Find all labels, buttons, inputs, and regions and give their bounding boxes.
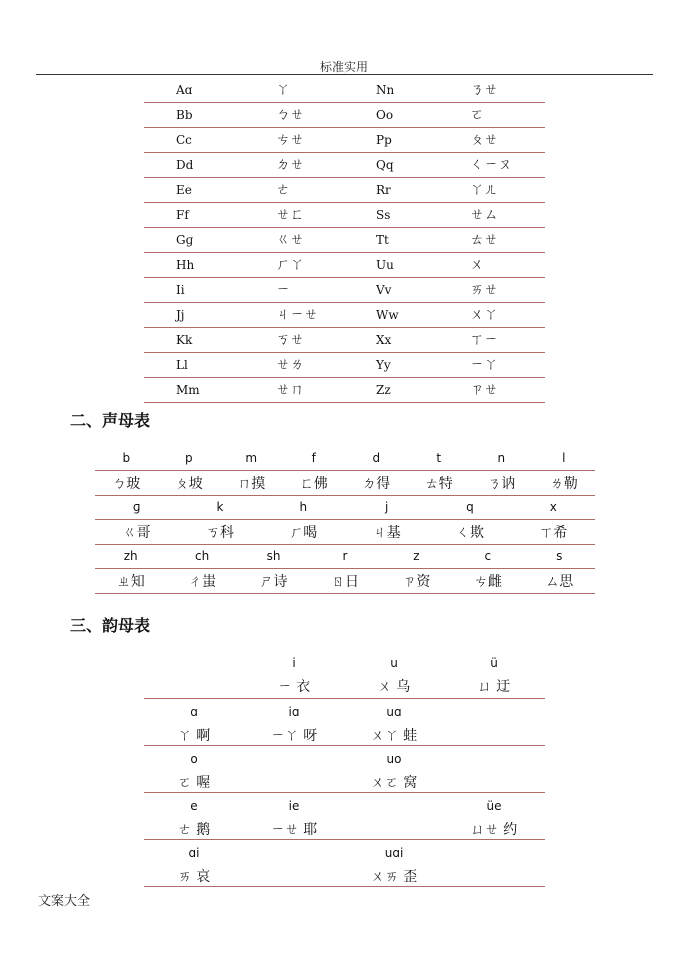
zhuyin-cell: ㄗㄝ	[470, 382, 498, 398]
zhuyin-cell: ㄧㄚ	[470, 357, 498, 373]
zhuyin-cell: ㄊㄝ	[470, 232, 498, 248]
zhuyin-cell: ㄆㄝ	[470, 132, 498, 148]
letter-cell: Bb	[176, 108, 193, 122]
zhuyin-label: ㄨㄛ 窝	[370, 775, 418, 791]
letter-cell: Qq	[376, 158, 394, 172]
pinyin-label: n	[497, 451, 506, 465]
alphabet-row	[144, 328, 545, 353]
finals-cell	[244, 699, 344, 745]
alphabet-row	[144, 178, 545, 203]
finals-cell	[444, 746, 544, 792]
pinyin-label: ɑ	[190, 705, 198, 719]
zhuyin-cell: ㄜ	[276, 182, 290, 198]
page-footer: 文案大全	[38, 894, 91, 909]
zhuyin-label: ㄅ玻	[112, 476, 141, 492]
alphabet-row	[144, 278, 545, 303]
pinyin-label: k	[216, 500, 224, 514]
consonants-table	[95, 447, 595, 594]
consonant-cell	[512, 496, 595, 544]
zhuyin-label: ㄇ摸	[237, 476, 266, 492]
zhuyin-label: ㄑ欺	[455, 525, 484, 541]
pinyin-label: e	[190, 799, 198, 813]
pinyin-label: d	[372, 451, 381, 465]
consonant-cell	[452, 545, 523, 593]
consonant-cell	[95, 447, 158, 495]
finals-cell	[244, 746, 344, 792]
finals-cell	[144, 699, 244, 745]
consonant-cell	[158, 447, 221, 495]
letter-cell: Aɑ	[176, 83, 193, 97]
zhuyin-label: ㄨㄚ 蛙	[370, 728, 418, 744]
zhuyin-cell: ㄚ	[276, 82, 290, 98]
zhuyin-cell: ㄝㄇ	[276, 382, 304, 398]
letter-cell: Nn	[376, 83, 395, 97]
consonant-cell	[533, 447, 596, 495]
zhuyin-label: ㄖ日	[330, 574, 359, 590]
consonants-title: 二、声母表	[70, 411, 151, 430]
consonant-row	[95, 447, 595, 496]
zhuyin-label: ㄞ 哀	[177, 869, 211, 885]
consonant-cell	[178, 496, 261, 544]
pinyin-label: ie	[288, 799, 300, 813]
letter-cell: Rr	[376, 183, 391, 197]
pinyin-label: z	[413, 549, 420, 563]
consonant-cell	[95, 545, 166, 593]
letter-cell: Ss	[376, 208, 391, 222]
zhuyin-cell: ㄞㄝ	[470, 282, 498, 298]
finals-row	[144, 650, 545, 699]
zhuyin-label: ㄩㄝ 约	[470, 822, 518, 838]
letter-cell: Pp	[376, 133, 392, 147]
consonant-row	[95, 545, 595, 594]
letter-cell: Gɡ	[176, 233, 194, 247]
header-divider	[36, 74, 653, 75]
pinyin-label: uɑ	[386, 705, 402, 719]
zhuyin-label: ㄊ特	[424, 476, 453, 492]
zhuyin-label: ㄋ讷	[487, 476, 516, 492]
finals-cell	[144, 793, 244, 839]
zhuyin-label: ㄏ喝	[289, 525, 318, 541]
zhuyin-cell: ㄅㄝ	[276, 107, 304, 123]
finals-cell	[344, 746, 444, 792]
letter-cell: Jj	[176, 308, 185, 322]
zhuyin-label: ㄈ佛	[299, 476, 328, 492]
zhuyin-label: ㄛ 喔	[177, 775, 211, 791]
zhuyin-cell: ㄎㄝ	[276, 332, 304, 348]
zhuyin-label: ㄕ诗	[259, 574, 288, 590]
pinyin-label: s	[556, 549, 563, 563]
pinyin-label: b	[122, 451, 131, 465]
zhuyin-cell: ㄨ	[470, 257, 484, 273]
consonant-cell	[470, 447, 533, 495]
pinyin-label: x	[549, 500, 557, 514]
zhuyin-label: ㄒ希	[539, 525, 568, 541]
consonant-cell	[262, 496, 345, 544]
zhuyin-label: ㄉ得	[362, 476, 391, 492]
alphabet-table	[144, 78, 545, 403]
finals-cell	[344, 699, 444, 745]
zhuyin-label: ㄍ哥	[122, 525, 151, 541]
pinyin-label: uɑi	[384, 846, 404, 860]
finals-cell	[244, 650, 344, 696]
zhuyin-label: ㄨㄞ 歪	[370, 869, 418, 885]
consonant-cell	[524, 545, 595, 593]
letter-cell: Cc	[176, 133, 192, 147]
pinyin-label: p	[184, 451, 193, 465]
finals-row	[144, 746, 545, 793]
zhuyin-label: ㄐ基	[372, 525, 401, 541]
alphabet-row	[144, 228, 545, 253]
alphabet-row	[144, 153, 545, 178]
consonant-row	[95, 496, 595, 545]
zhuyin-label: ㄧㄝ 耶	[270, 822, 318, 838]
page-header: 标准实用	[319, 60, 368, 74]
finals-cell	[344, 840, 444, 886]
letter-cell: Dd	[176, 158, 194, 172]
letter-cell: Ff	[176, 208, 189, 222]
finals-cell	[244, 793, 344, 839]
letter-cell: Zz	[376, 383, 391, 397]
letter-cell: Hh	[176, 258, 195, 272]
zhuyin-cell: ㄝㄌ	[276, 357, 304, 373]
zhuyin-label: ㄔ蚩	[188, 574, 217, 590]
letter-cell: Oo	[376, 108, 394, 122]
finals-row	[144, 793, 545, 840]
consonant-cell	[166, 545, 237, 593]
pinyin-label: zh	[123, 549, 138, 563]
pinyin-label: h	[299, 500, 308, 514]
pinyin-label: üe	[486, 799, 502, 813]
zhuyin-label: ㄎ科	[205, 525, 234, 541]
finals-row	[144, 840, 545, 887]
zhuyin-label: ㄨ 乌	[377, 679, 411, 695]
consonant-cell	[345, 447, 408, 495]
pinyin-label: i	[292, 656, 296, 670]
zhuyin-cell: ㄉㄝ	[276, 157, 304, 173]
finals-cell	[144, 746, 244, 792]
pinyin-label: o	[190, 752, 198, 766]
letter-cell: Ll	[176, 358, 188, 372]
pinyin-label: q	[466, 500, 474, 514]
alphabet-row	[144, 128, 545, 153]
zhuyin-cell: ㄐㄧㄝ	[276, 307, 318, 323]
zhuyin-cell: ㄍㄝ	[276, 232, 304, 248]
pinyin-label: r	[342, 549, 348, 563]
finals-table	[144, 650, 545, 887]
zhuyin-cell: ㄝㄈ	[276, 207, 304, 223]
letter-cell: Kk	[176, 333, 193, 347]
finals-cell	[244, 840, 344, 886]
pinyin-label: u	[390, 656, 398, 670]
pinyin-label: f	[311, 451, 316, 465]
zhuyin-cell: ㄚㄦ	[470, 182, 498, 198]
finals-cell	[444, 840, 544, 886]
finals-title: 三、韵母表	[70, 616, 151, 635]
zhuyin-label: ㄙ思	[545, 574, 574, 590]
alphabet-row	[144, 78, 545, 103]
consonant-cell	[220, 447, 283, 495]
zhuyin-cell: ㄧ	[276, 282, 290, 298]
consonant-cell	[428, 496, 511, 544]
letter-cell: Ee	[176, 183, 192, 197]
finals-cell	[144, 650, 244, 696]
zhuyin-label: ㄌ勒	[549, 476, 578, 492]
alphabet-row	[144, 378, 545, 403]
zhuyin-cell: ㄝㄙ	[470, 207, 498, 223]
zhuyin-cell: ㄏㄚ	[276, 257, 304, 273]
letter-cell: Yy	[376, 358, 391, 372]
letter-cell: Tt	[376, 233, 389, 247]
finals-row	[144, 699, 545, 746]
zhuyin-label: ㄧ 衣	[277, 679, 311, 695]
zhuyin-label: ㄚ 啊	[177, 728, 211, 744]
alphabet-row	[144, 203, 545, 228]
consonant-cell	[283, 447, 346, 495]
letter-cell: Uu	[376, 258, 394, 272]
finals-cell	[144, 840, 244, 886]
zhuyin-cell: ㄛ	[470, 107, 484, 123]
pinyin-label: l	[562, 451, 566, 465]
zhuyin-label: ㄩ 迂	[477, 679, 511, 695]
zhuyin-cell: ㄒㄧ	[470, 332, 498, 348]
pinyin-label: ü	[490, 656, 498, 670]
zhuyin-cell: ㄨㄚ	[470, 307, 498, 323]
pinyin-label: j	[384, 500, 389, 514]
zhuyin-label: ㄓ知	[116, 574, 145, 590]
pinyin-label: ɑi	[188, 846, 200, 860]
finals-cell	[444, 650, 544, 696]
finals-cell	[344, 793, 444, 839]
pinyin-label: ɡ	[132, 500, 141, 514]
zhuyin-cell: ㄑㄧㄡ	[470, 157, 512, 173]
letter-cell: Vv	[376, 283, 392, 297]
consonant-cell	[408, 447, 471, 495]
pinyin-label: sh	[266, 549, 281, 563]
alphabet-row	[144, 103, 545, 128]
finals-cell	[344, 650, 444, 696]
pinyin-label: iɑ	[288, 705, 300, 719]
zhuyin-label: ㄜ 鹅	[177, 822, 211, 838]
alphabet-row	[144, 303, 545, 328]
zhuyin-label: ㄆ坡	[174, 476, 203, 492]
pinyin-label: m	[245, 451, 258, 465]
pinyin-label: uo	[386, 752, 402, 766]
consonant-cell	[309, 545, 380, 593]
consonant-cell	[95, 496, 178, 544]
letter-cell: Ww	[376, 308, 399, 322]
finals-cell	[444, 793, 544, 839]
zhuyin-label: ㄘ雌	[473, 574, 502, 590]
pinyin-label: ch	[195, 549, 210, 563]
pinyin-label: t	[436, 451, 442, 465]
zhuyin-cell: ㄋㄝ	[470, 82, 498, 98]
letter-cell: Mm	[176, 383, 200, 397]
pinyin-label: c	[484, 549, 492, 563]
letter-cell: Ii	[176, 283, 185, 297]
consonant-cell	[381, 545, 452, 593]
zhuyin-cell: ㄘㄝ	[276, 132, 304, 148]
alphabet-row	[144, 253, 545, 278]
consonant-cell	[238, 545, 309, 593]
finals-cell	[444, 699, 544, 745]
zhuyin-label: ㄗ资	[402, 574, 431, 590]
alphabet-row	[144, 353, 545, 378]
consonant-cell	[345, 496, 428, 544]
letter-cell: Xx	[376, 333, 392, 347]
zhuyin-label: ㄧㄚ 呀	[270, 728, 318, 744]
